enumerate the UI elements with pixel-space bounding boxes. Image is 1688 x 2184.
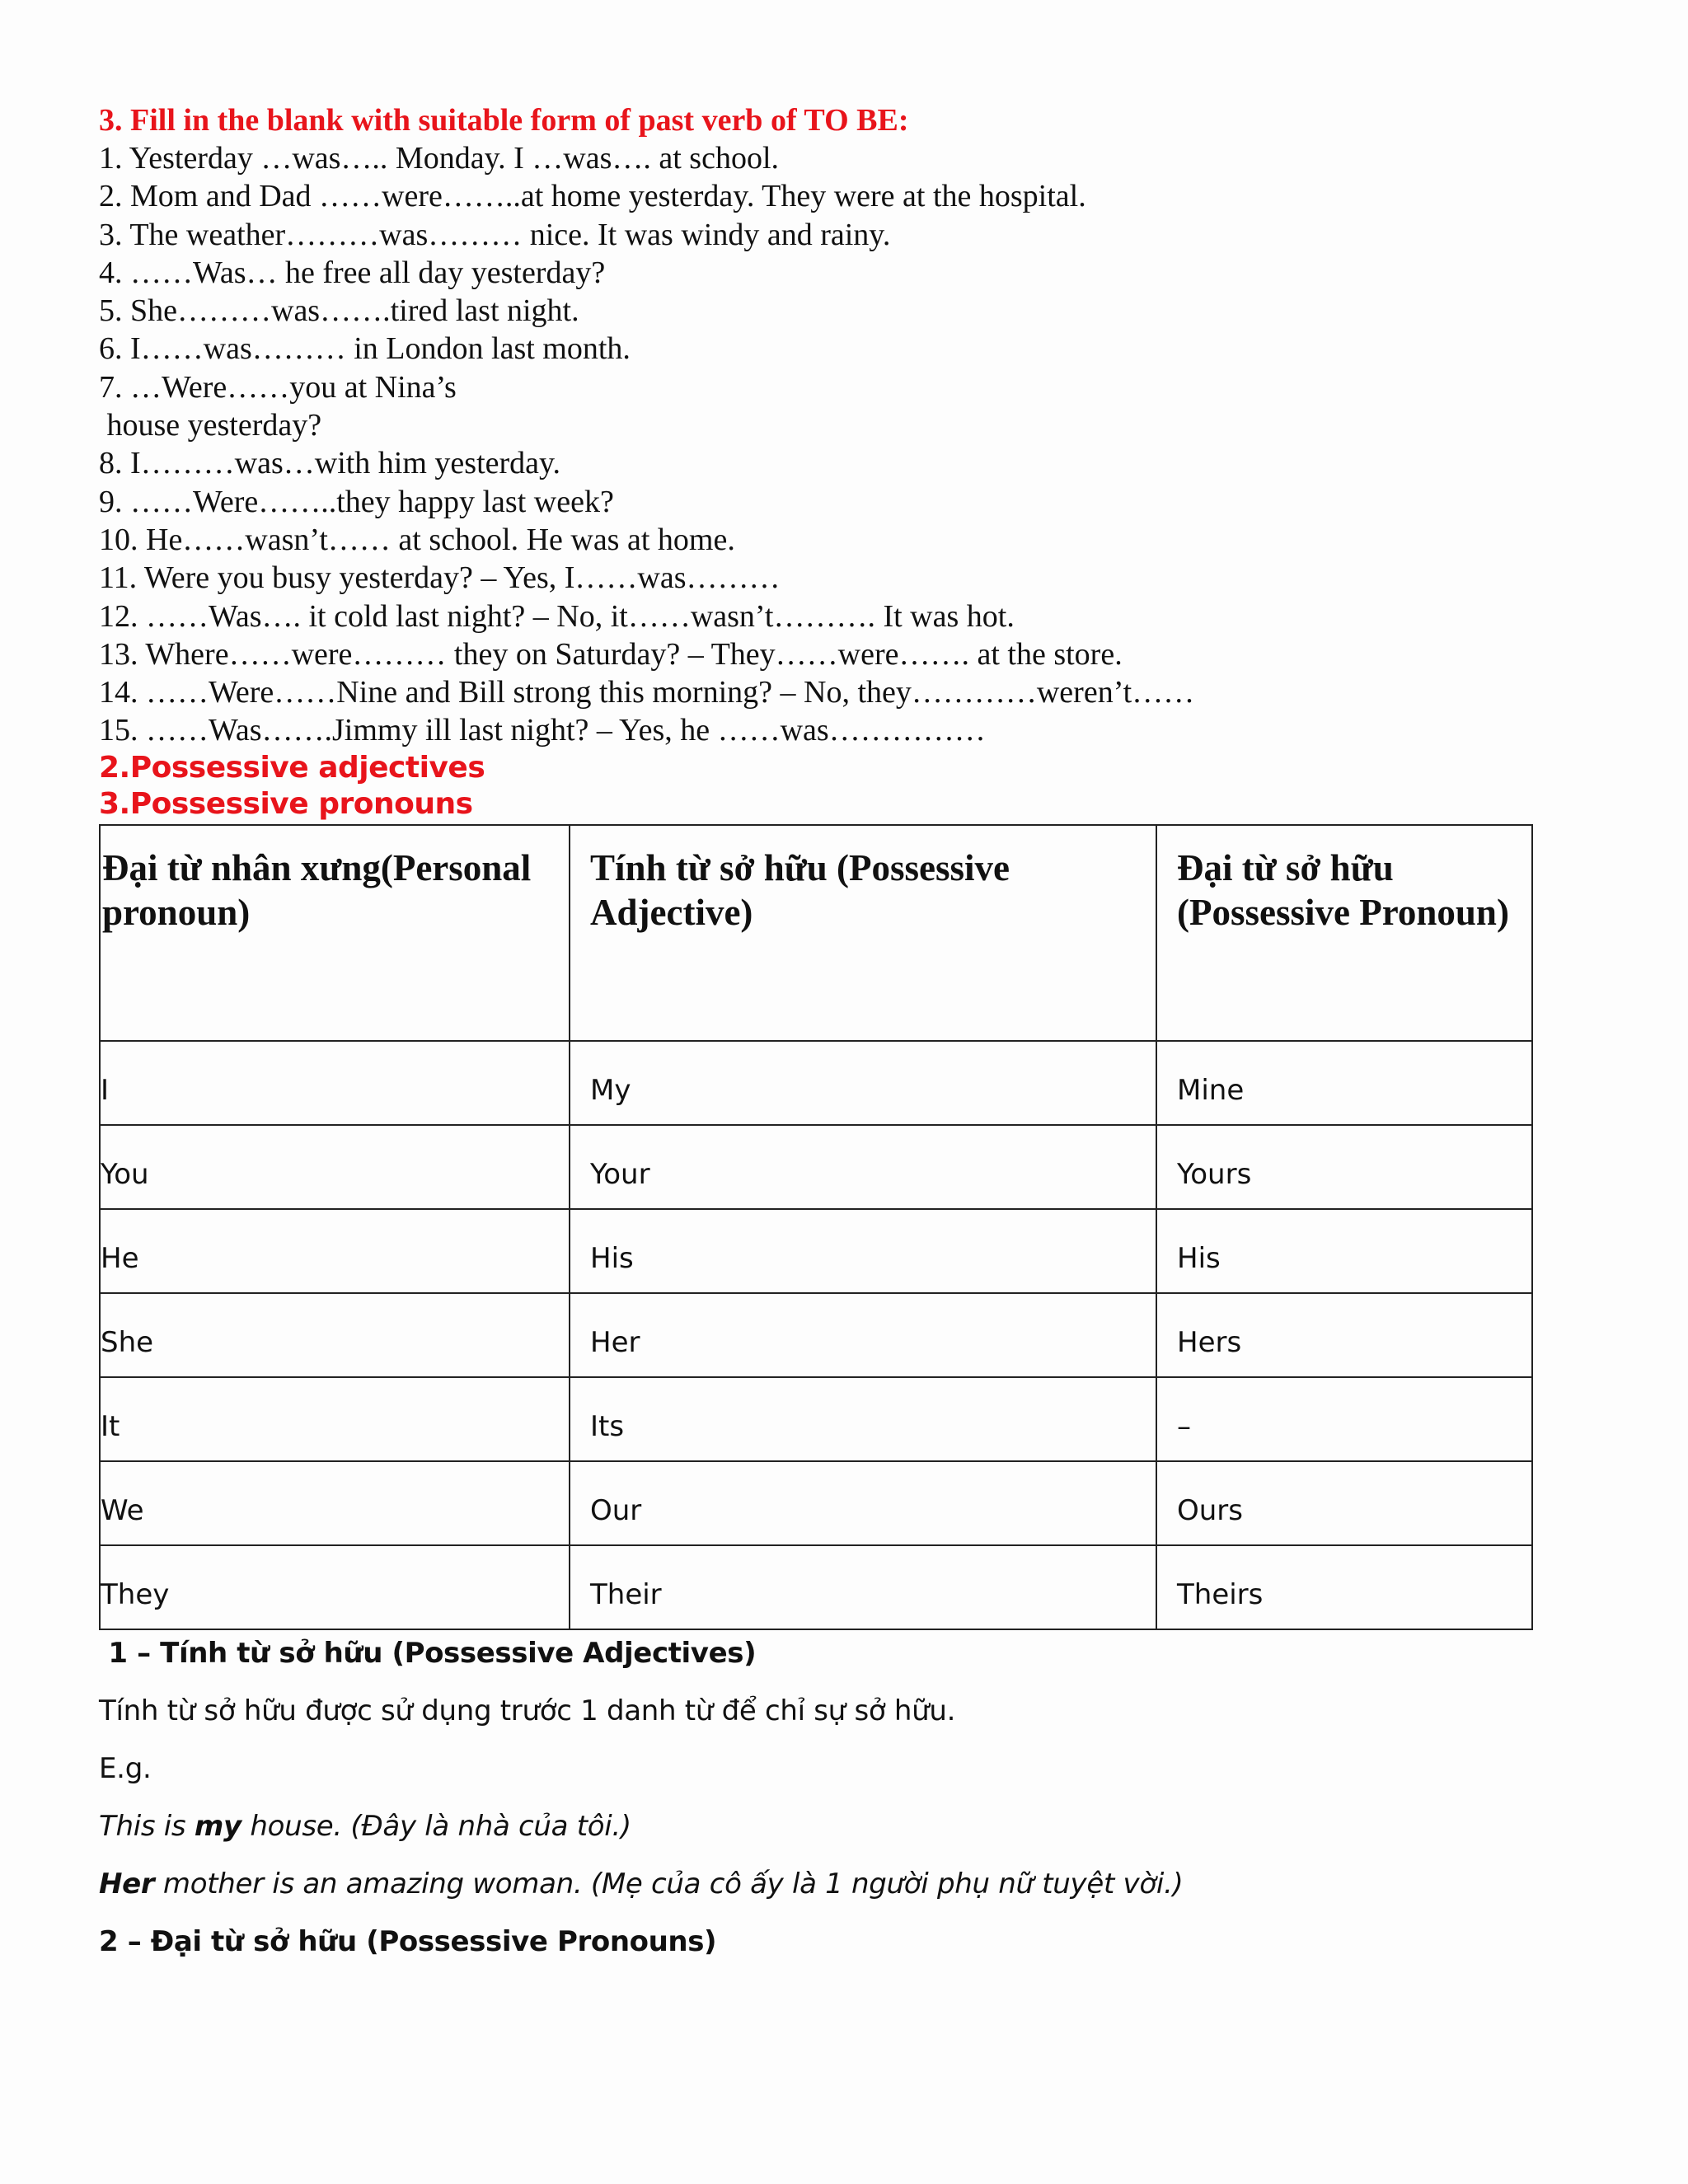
exercise-line: 10. He……wasn’t…… at school. He was at home.	[99, 522, 735, 557]
heading-possessive-adjectives: 2.Possessive adjectives	[99, 750, 485, 785]
table-cell	[1156, 1545, 1532, 1629]
cell-text: His	[1177, 1241, 1221, 1275]
table-cell	[100, 1293, 570, 1377]
exercise-line: 7. …Were……you at Nina’s	[99, 369, 457, 405]
exercise-line: house yesterday?	[99, 408, 322, 443]
table-cell	[570, 1545, 1156, 1629]
section-description: Tính từ sở hữu được sử dụng trước 1 danh từ để chỉ sự sở hữu.	[99, 1694, 956, 1727]
header-possessive-adjective: Tính từ sở hữu (Possessive Adjective)	[590, 846, 1010, 933]
table-cell	[570, 1041, 1156, 1125]
cell-text: Ours	[1177, 1493, 1244, 1527]
table-cell	[100, 1125, 570, 1209]
cell-text: My	[590, 1073, 631, 1107]
pronoun-table	[99, 824, 1533, 1630]
cell-text: He	[101, 1241, 139, 1275]
table-cell	[1156, 1209, 1532, 1293]
exercise-line: 8. I………was…with him yesterday.	[99, 446, 561, 481]
table-cell	[100, 1377, 570, 1461]
cell-text: Yours	[1177, 1157, 1252, 1191]
table-header-row	[100, 825, 1532, 1041]
table-cell	[100, 1041, 570, 1125]
cell-text: She	[101, 1325, 154, 1359]
exercise-line: 1. Yesterday …was….. Monday. I …was…. at school.	[99, 141, 779, 176]
exercise-line: 15. ……Was…….Jimmy ill last night? – Yes, he ……was……………	[99, 713, 986, 748]
cell-text: Hers	[1177, 1325, 1242, 1359]
example-highlight: my	[194, 1809, 241, 1843]
cell-text: Their	[590, 1577, 662, 1611]
cell-text: It	[101, 1409, 120, 1443]
header-possessive-pronoun: Đại từ sở hữu (Possessive Pronoun)	[1177, 846, 1509, 933]
table-cell	[1156, 1377, 1532, 1461]
table-cell	[570, 1125, 1156, 1209]
table-cell	[100, 1545, 570, 1629]
table-row	[100, 1545, 1532, 1629]
exercise-line: 3. The weather………was……… nice. It was windy and rainy.	[99, 217, 891, 252]
cell-text: They	[101, 1577, 170, 1611]
cell-text: Your	[590, 1157, 650, 1191]
table-cell	[100, 1209, 570, 1293]
table-row	[100, 1461, 1532, 1545]
cell-text: Its	[590, 1409, 625, 1443]
cell-text: I	[101, 1073, 110, 1107]
table-cell	[570, 1293, 1156, 1377]
exercise-line: 12. ……Was…. it cold last night? – No, it……wasn’t………. It was hot.	[99, 598, 1015, 634]
cell-text: His	[590, 1241, 634, 1275]
table-row	[100, 1377, 1532, 1461]
example-text: house. (Đây là nhà của tôi.)	[241, 1809, 631, 1843]
header-cell	[1156, 825, 1532, 1041]
example-label: E.g.	[99, 1751, 152, 1785]
section-title-possessive-adjectives: 1 – Tính từ sở hữu (Possessive Adjectives)	[99, 1636, 757, 1670]
heading-possessive-pronouns: 3.Possessive pronouns	[99, 786, 473, 821]
document-page	[99, 102, 1533, 1958]
table-cell	[1156, 1125, 1532, 1209]
exercise-list	[99, 139, 1533, 750]
table-cell	[100, 1461, 570, 1545]
table-cell	[570, 1377, 1156, 1461]
exercise-title: 3. Fill in the blank with suitable form of past verb of TO BE:	[99, 103, 909, 138]
header-cell	[100, 825, 570, 1041]
exercise-line: 6. I……was……… in London last month.	[99, 331, 631, 367]
cell-text: Mine	[1177, 1073, 1245, 1107]
example-text: mother is an amazing woman. (Mẹ của cô ấy là 1 người phụ nữ tuyệt vời.)	[154, 1867, 1184, 1900]
table-cell	[1156, 1041, 1532, 1125]
table-cell	[1156, 1293, 1532, 1377]
exercise-line: 5. She………was…….tired last night.	[99, 293, 579, 329]
cell-text: Her	[590, 1325, 640, 1359]
example-highlight: Her	[99, 1867, 155, 1900]
cell-text: Theirs	[1177, 1577, 1264, 1611]
exercise-line: 14. ……Were……Nine and Bill strong this morning? – No, they…………weren’t……	[99, 675, 1195, 710]
cell-text: Our	[590, 1493, 642, 1527]
table-row	[100, 1125, 1532, 1209]
header-personal-pronoun: Đại từ nhân xưng(Personal pronoun)	[102, 846, 532, 933]
table-row	[100, 1293, 1532, 1377]
cell-text: –	[1177, 1409, 1191, 1443]
header-cell	[570, 825, 1156, 1041]
example-sentence-1	[99, 1810, 1533, 1843]
cell-text: We	[101, 1493, 144, 1527]
exercise-line: 9. ……Were……..they happy last week?	[99, 484, 614, 519]
table-cell	[570, 1209, 1156, 1293]
exercise-line: 2. Mom and Dad ……were……..at home yesterday. They were at the hospital.	[99, 179, 1086, 214]
exercise-line: 11. Were you busy yesterday? – Yes, I……was………	[99, 560, 781, 596]
section-title-possessive-pronouns: 2 – Đại từ sở hữu (Possessive Pronouns)	[99, 1924, 717, 1958]
table-cell	[570, 1461, 1156, 1545]
example-text: This is	[99, 1809, 195, 1843]
exercise-line: 13. Where……were……… they on Saturday? – They……were……. at the store.	[99, 636, 1123, 672]
example-sentence-2	[99, 1868, 1533, 1900]
cell-text: You	[101, 1157, 149, 1191]
table-row	[100, 1041, 1532, 1125]
table-row	[100, 1209, 1532, 1293]
exercise-line: 4. ……Was… he free all day yesterday?	[99, 255, 606, 290]
table-cell	[1156, 1461, 1532, 1545]
